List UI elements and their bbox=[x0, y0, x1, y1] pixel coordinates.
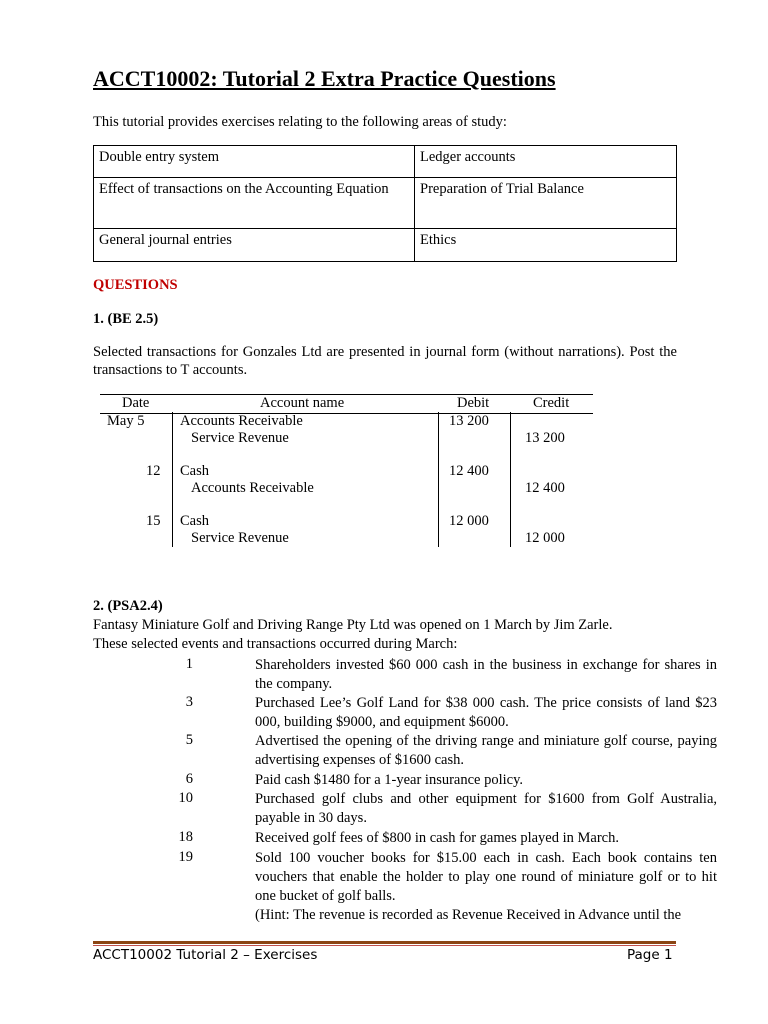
entry-credit: 12 000 bbox=[525, 530, 565, 546]
entry-debit-account: Accounts Receivable bbox=[180, 413, 303, 429]
table-row bbox=[94, 146, 677, 178]
table-cell: Double entry system bbox=[94, 146, 415, 178]
footer-title: ACCT10002 Tutorial 2 – Exercises bbox=[93, 947, 318, 963]
entry-debit-account: Cash bbox=[180, 463, 209, 479]
intro-text: This tutorial provides exercises relating to the following areas of study: bbox=[93, 114, 507, 130]
study-areas-table bbox=[93, 145, 677, 262]
column-divider bbox=[510, 412, 511, 547]
table-cell: General journal entries bbox=[94, 229, 415, 262]
event-day: 3 bbox=[185, 694, 193, 710]
event-day: 1 bbox=[185, 656, 193, 672]
event-text: Paid cash $1480 for a 1-year insurance policy. bbox=[255, 772, 524, 788]
entry-debit: 13 200 bbox=[449, 413, 489, 429]
entry-credit-account: Accounts Receivable bbox=[191, 480, 314, 496]
table-cell: Effect of transactions on the Accounting Equation bbox=[94, 178, 415, 229]
event-text: (Hint: The revenue is recorded as Revenue Received in Advance until the bbox=[255, 907, 682, 923]
col-credit-header: Credit bbox=[533, 395, 570, 411]
entry-debit: 12 400 bbox=[449, 463, 489, 479]
event-text: Received golf fees of $800 in cash for games played in March. bbox=[255, 830, 619, 846]
event-text: Shareholders invested $60 000 cash in the business in exchange for shares in the company. bbox=[255, 657, 717, 692]
entry-credit-account: Service Revenue bbox=[191, 430, 289, 446]
entry-date: 15 bbox=[146, 513, 161, 529]
event-text: Purchased golf clubs and other equipment for $1600 from Golf Australia, payable in 30 days. bbox=[255, 791, 717, 826]
entry-date: May 5 bbox=[107, 413, 145, 429]
page-number: Page 1 bbox=[627, 947, 673, 963]
q2-intro-line: These selected events and transactions occurred during March: bbox=[93, 636, 458, 652]
entry-debit: 12 000 bbox=[449, 513, 489, 529]
entry-credit: 13 200 bbox=[525, 430, 565, 446]
event-day: 10 bbox=[178, 790, 193, 806]
table-cell: Preparation of Trial Balance bbox=[415, 178, 677, 229]
table-row bbox=[94, 229, 677, 262]
event-text: Purchased Lee’s Golf Land for $38 000 cash. The price consists of land $23 000, building $9000, and equipment $6000. bbox=[255, 695, 717, 730]
event-day: 18 bbox=[178, 829, 193, 845]
q2-heading: 2. (PSA2.4) bbox=[93, 598, 163, 614]
page-title: ACCT10002: Tutorial 2 Extra Practice Questions bbox=[93, 66, 556, 91]
q2-intro-line: Fantasy Miniature Golf and Driving Range Pty Ltd was opened on 1 March by Jim Zarle. bbox=[93, 617, 613, 633]
event-day: 19 bbox=[178, 849, 193, 865]
event-text: Advertised the opening of the driving range and miniature golf course, paying advertising expenses of $1600 cash. bbox=[255, 733, 717, 768]
entry-debit-account: Cash bbox=[180, 513, 209, 529]
entry-credit-account: Service Revenue bbox=[191, 530, 289, 546]
footer-rule bbox=[93, 941, 676, 944]
table-cell: Ledger accounts bbox=[415, 146, 677, 178]
column-divider bbox=[172, 412, 173, 547]
col-date-header: Date bbox=[122, 395, 150, 411]
q1-heading: 1. (BE 2.5) bbox=[93, 311, 159, 327]
entry-date: 12 bbox=[146, 463, 161, 479]
event-day: 5 bbox=[185, 732, 193, 748]
table-row bbox=[94, 178, 677, 229]
footer-rule bbox=[93, 945, 676, 946]
col-debit-header: Debit bbox=[457, 395, 490, 411]
entry-credit: 12 400 bbox=[525, 480, 565, 496]
event-day: 6 bbox=[185, 771, 193, 787]
column-divider bbox=[438, 412, 439, 547]
journal-header bbox=[100, 394, 593, 414]
event-text: Sold 100 voucher books for $15.00 each in cash. Each book contains ten vouchers that enable the holder to play one round of miniature golf or to hit one bucket of golf balls. bbox=[255, 850, 717, 904]
questions-heading: QUESTIONS bbox=[93, 277, 178, 293]
col-account-header: Account name bbox=[260, 395, 345, 411]
q1-text: Selected transactions for Gonzales Ltd are presented in journal form (without narrations). Post the transactions to T accounts. bbox=[93, 344, 677, 378]
table-cell: Ethics bbox=[415, 229, 677, 262]
